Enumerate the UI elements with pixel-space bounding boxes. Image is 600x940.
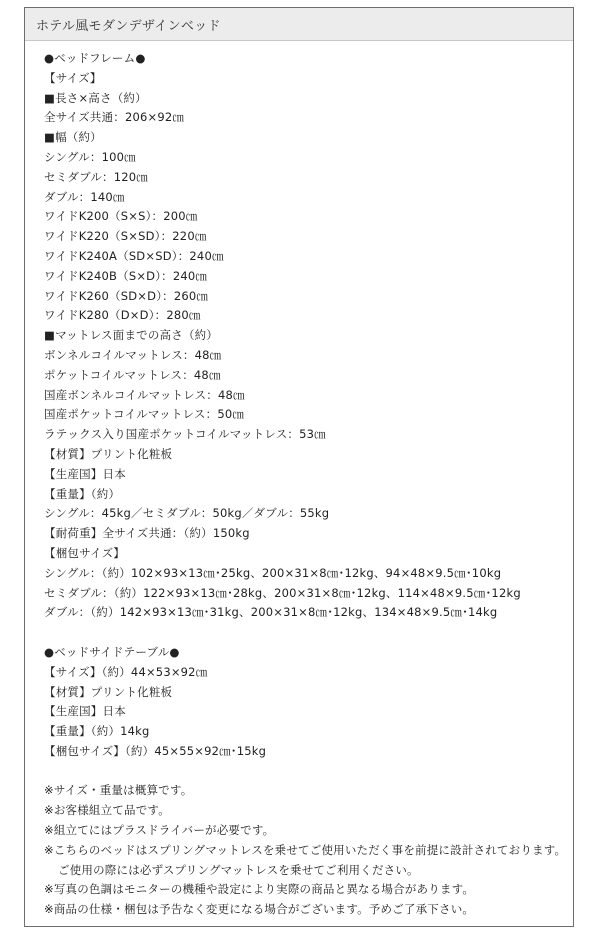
section-spacer — [44, 762, 573, 782]
spec-line: シングル：45kg／セミダブル：50kg／ダブル：55kg — [44, 506, 330, 521]
spec-line: ワイドK240B（S×D）：240㎝ — [44, 268, 208, 283]
spec-line: 【重量】（約）14kg — [44, 724, 150, 739]
note-line: ※商品の仕様・梱包は予告なく変更になる場合がございます。予めご了承下さい。 — [44, 902, 475, 917]
spec-line: 全サイズ共通：206×92㎝ — [44, 110, 185, 125]
spec-content — [25, 41, 573, 920]
spec-line: ポケットコイルマットレス：48㎝ — [44, 367, 221, 382]
spec-line: ワイドK280（D×D）：280㎝ — [44, 308, 201, 323]
note-line: ※組立てにはプラスドライバーが必要です。 — [44, 823, 275, 838]
spec-line: 【サイズ】 — [44, 70, 102, 85]
spec-line: 【梱包サイズ】（約）45×55×92㎝･15kg — [44, 743, 267, 758]
spec-line: セミダブル：120㎝ — [44, 169, 148, 184]
note-line: ※写真の色調はモニターの機種や設定により実際の商品と異なる場合があります。 — [44, 882, 475, 897]
spec-line: ボンネルコイルマットレス：48㎝ — [44, 347, 222, 362]
spec-line: 【サイズ】（約）44×53×92㎝ — [44, 664, 208, 679]
spec-line: 国産ポケットコイルマットレス：50㎝ — [44, 407, 245, 422]
spec-panel — [24, 7, 574, 927]
panel-title: ホテル風モダンデザインベッド — [36, 18, 221, 34]
spec-line: セミダブル：（約）122×93×13㎝･28kg、200×31×8㎝･12kg、114×48×9.5㎝･12kg — [44, 585, 521, 600]
spec-line: ■マットレス面までの高さ（約） — [44, 328, 219, 343]
spec-line: ラテックス入り国産ポケットコイルマットレス：53㎝ — [44, 427, 326, 442]
note-line: ※サイズ・重量は概算です。 — [44, 783, 193, 798]
spec-line: 【梱包サイズ】 — [44, 545, 125, 560]
spec-line: ワイドK260（SD×D）：260㎝ — [44, 288, 209, 303]
spec-line: 【生産国】日本 — [44, 466, 126, 481]
spec-line: シングル：（約）102×93×13㎝･25kg、200×31×8㎝･12kg、94×48×9.5㎝･10kg — [44, 565, 502, 580]
note-line: ※お客様組立て品です。 — [44, 803, 170, 818]
spec-line: 【生産国】日本 — [44, 704, 126, 719]
spec-line: 【材質】プリント化粧板 — [44, 446, 173, 461]
note-line: ※こちらのベッドはスプリングマットレスを乗せてご使用いただく事を前提に設計されております。 — [44, 842, 567, 857]
section-spacer — [44, 623, 573, 643]
spec-line: ■幅（約） — [44, 130, 102, 145]
spec-line: ダブル：140㎝ — [44, 189, 125, 204]
spec-line: ワイドK240A（SD×SD）：240㎝ — [44, 248, 224, 263]
spec-line: 【重量】（約） — [44, 486, 121, 501]
spec-line: 国産ボンネルコイルマットレス：48㎝ — [44, 387, 245, 402]
spec-line: ■長さ×高さ（約） — [44, 90, 147, 105]
spec-line: ワイドK220（S×SD）：220㎝ — [44, 229, 207, 244]
spec-line: ダブル：（約）142×93×13㎝･31kg、200×31×8㎝･12kg、134×48×9.5㎝･14kg — [44, 605, 498, 620]
side-table-heading: ●ベッドサイドテーブル● — [44, 644, 180, 659]
spec-line: ワイドK200（S×S）：200㎝ — [44, 209, 198, 224]
spec-line: 【材質】プリント化粧板 — [44, 684, 173, 699]
spec-line: 【耐荷重】全サイズ共通：（約）150kg — [44, 526, 250, 541]
spec-line: シングル：100㎝ — [44, 149, 136, 164]
note-line: ご使用の際には必ずスプリングマットレスを乗せてご利用ください。 — [58, 862, 419, 877]
bed-frame-heading: ●ベッドフレーム● — [44, 51, 146, 65]
panel-header — [25, 8, 573, 41]
